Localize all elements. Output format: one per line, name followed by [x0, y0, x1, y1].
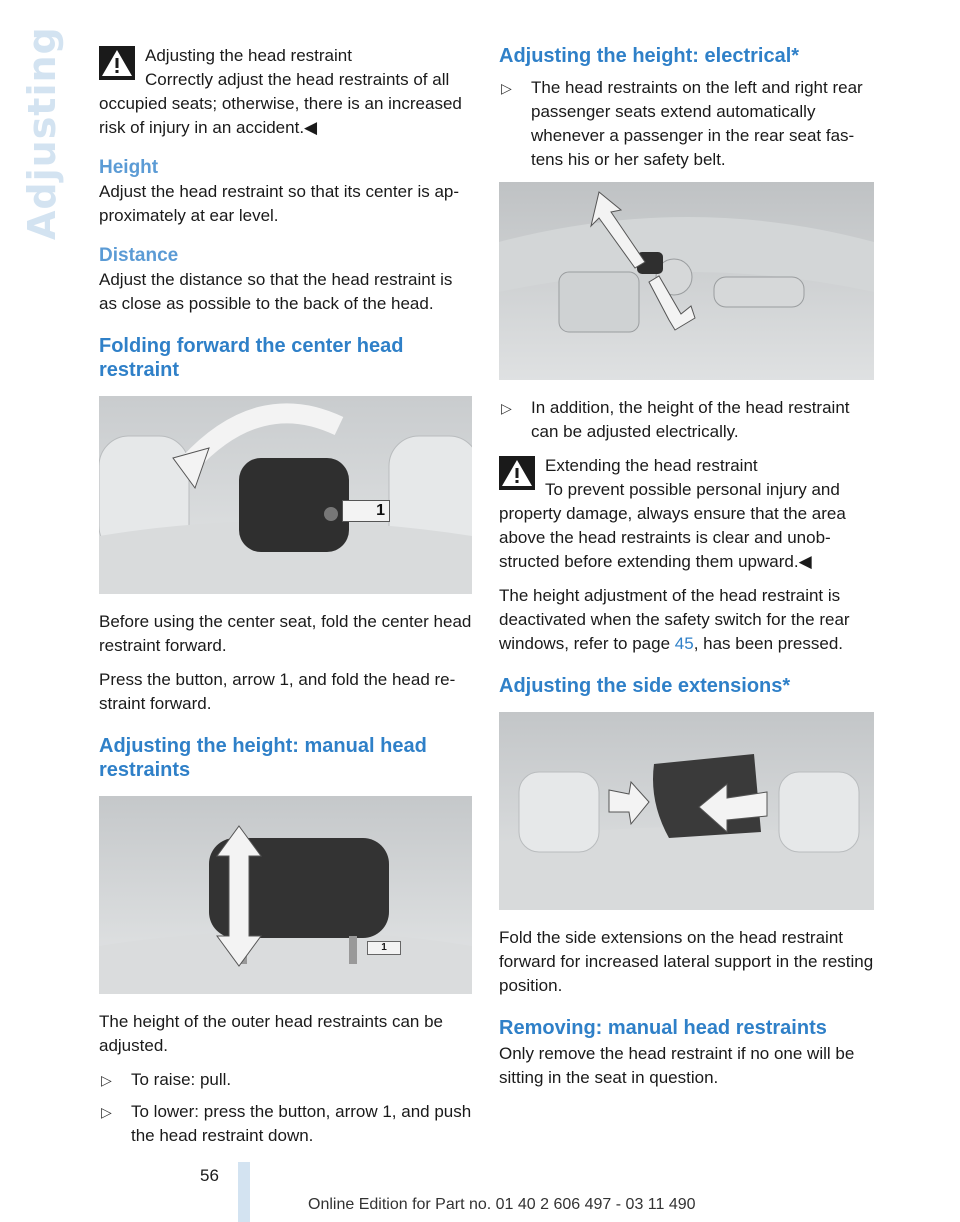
side-text: Fold the side extensions on the head restraint forward for increased lateral support in the resting position.: [499, 928, 874, 995]
warning-extending: [499, 454, 874, 574]
distance-heading: Distance: [99, 245, 179, 266]
height-text: Adjust the head restraint so that its center is approximately at ear level.: [99, 182, 460, 225]
warning-icon: [499, 456, 535, 490]
electric-bullets-1: [499, 76, 874, 172]
warning-adjusting: [99, 44, 472, 140]
edition-footer: Online Edition for Part no. 01 40 2 606 497 - 03 11 490: [308, 1196, 696, 1213]
side-extensions-heading: Adjusting the side extensions*: [499, 675, 791, 697]
electric-height-image: [499, 182, 874, 380]
arrow-1-label: 1: [367, 941, 401, 955]
height-heading: Height: [99, 157, 159, 178]
list-item: ▷ In addition, the height of the head restraint can be adjusted electrically.: [501, 398, 850, 441]
distance-text: Adjust the distance so that the head restraint is as close as possible to the back of the head.: [99, 270, 453, 313]
list-item: ▷ To lower: press the button, arrow 1, and push the head restraint down.: [101, 1102, 472, 1145]
fold-text-1: Before using the center seat, fold the center head restraint forward.: [99, 612, 472, 655]
section-tab-label: Adjusting: [20, 26, 64, 240]
removing-text: Only remove the head restraint if no one will be sitting in the seat in question.: [499, 1044, 855, 1087]
bullet-icon: ▷: [101, 1072, 112, 1088]
deactivated-text: The height adjustment of the head restraint is deactivated when the safety switch for the rear windows, refer to page 45, has been pressed.: [499, 586, 850, 653]
warning-text: Correctly adjust the head restraints of all occupied seats; otherwise, there is an increased risk of injury in an accident.◀: [99, 70, 462, 137]
manual-height-heading: Adjusting the height: manual head restraints: [99, 735, 427, 781]
list-item: ▷ The head restraints on the left and right rear passenger seats extend automatically whenever a passenger in the rear seat fastens his or her safety belt.: [501, 78, 863, 169]
electric-bullets-2: [499, 396, 874, 444]
fold-heading: Folding forward the center head restraint: [99, 335, 404, 381]
footer-bar: [238, 1162, 250, 1222]
electric-heading: Adjusting the height: electrical*: [499, 45, 800, 67]
page-45-link[interactable]: 45: [674, 634, 694, 653]
warning-text: To prevent possible personal injury and property damage, always ensure that the area above the head restraints is clear and unobstructed before extending them upward.◀: [499, 480, 846, 571]
left-column: [99, 44, 472, 1158]
section-tab: [18, 26, 66, 240]
page-number: 56: [200, 1166, 219, 1185]
side-extensions-image: [499, 712, 874, 910]
warning-title: Extending the head restraint: [545, 456, 758, 475]
warning-icon: [99, 46, 135, 80]
removing-heading: Removing: manual head restraints: [499, 1017, 827, 1039]
right-column: [499, 44, 874, 1100]
list-item: ▷ To raise: pull.: [99, 1068, 472, 1092]
bullet-icon: ▷: [501, 80, 512, 96]
fold-center-restraint-image: [99, 396, 472, 594]
fold-text-2: Press the button, arrow 1, and fold the head restraint forward.: [99, 670, 456, 713]
manual-height-image: [99, 796, 472, 994]
manual-bullets: [99, 1068, 472, 1148]
bullet-icon: ▷: [501, 400, 512, 416]
warning-title: Adjusting the head restraint: [145, 46, 352, 65]
bullet-icon: ▷: [101, 1104, 112, 1120]
manual-text: The height of the outer head restraints can be adjusted.: [99, 1012, 444, 1055]
arrow-1-label: 1: [342, 500, 390, 522]
